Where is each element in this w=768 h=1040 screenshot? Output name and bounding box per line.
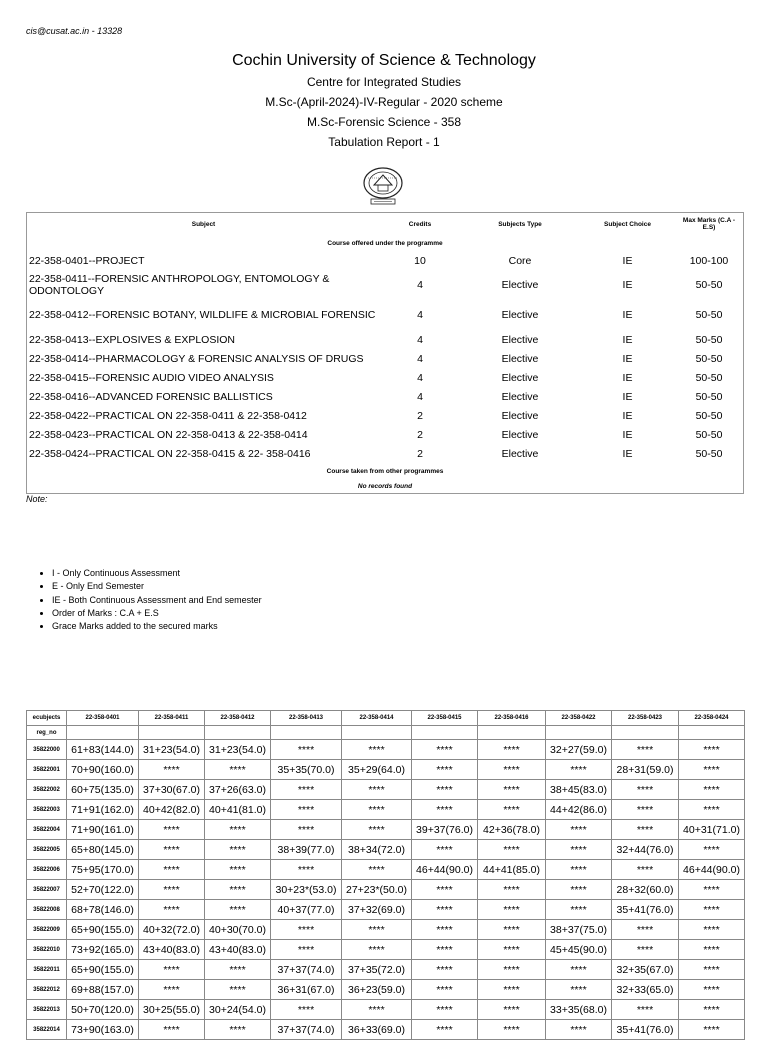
reg-no-cell: 35822006 (27, 860, 67, 880)
subject-name: 22-358-0414--PHARMACOLOGY & FORENSIC ANALYSIS OF DRUGS (29, 352, 364, 365)
marks-cell: **** (546, 1020, 612, 1040)
marks-cell: **** (679, 1020, 745, 1040)
col-type: Subjects Type (498, 220, 542, 228)
reg-no-cell: 35822014 (27, 1020, 67, 1040)
subject-row (27, 270, 743, 300)
subject-max-marks: 50-50 (695, 309, 723, 321)
marks-cell: **** (412, 900, 478, 920)
subjects-header-row (27, 213, 743, 235)
marks-cell: **** (546, 880, 612, 900)
reg-no-cell: 35822003 (27, 800, 67, 820)
marks-cell: **** (205, 820, 271, 840)
marks-cell: **** (679, 920, 745, 940)
subject-row (27, 406, 743, 425)
subject-type: Elective (501, 447, 539, 460)
marks-cell: **** (612, 1000, 679, 1020)
subject-name: 22-358-0416--ADVANCED FORENSIC BALLISTICS (29, 390, 273, 403)
subject-max-marks: 50-50 (695, 279, 723, 291)
subject-name: 22-358-0423--PRACTICAL ON 22-358-0413 & 22-358-0414 (29, 428, 308, 441)
marks-cell: **** (412, 1020, 478, 1040)
marks-cell: **** (205, 980, 271, 1000)
marks-row (27, 820, 745, 840)
subject-credits: 4 (417, 390, 423, 403)
marks-cell: 44+42(86.0) (546, 800, 612, 820)
marks-cell: **** (612, 820, 679, 840)
marks-cell: 45+45(90.0) (546, 940, 612, 960)
marks-cell: 33+35(68.0) (546, 1000, 612, 1020)
marks-row (27, 1000, 745, 1020)
marks-cell: **** (205, 880, 271, 900)
marks-cell: 31+23(54.0) (205, 740, 271, 760)
col-subject: Subject (191, 220, 216, 228)
report-name: Tabulation Report - 1 (328, 135, 440, 149)
marks-cell: 40+30(70.0) (205, 920, 271, 940)
subject-credits: 2 (417, 447, 423, 460)
marks-cell: 46+44(90.0) (412, 860, 478, 880)
subject-name: 22-358-0424--PRACTICAL ON 22-358-0415 & 22- 358-0416 (29, 447, 311, 460)
marks-row (27, 960, 745, 980)
subject-credits: 4 (417, 309, 423, 321)
marks-cell: 71+91(162.0) (67, 800, 139, 820)
no-records-label: No records found (357, 482, 413, 490)
marks-cell: 37+26(63.0) (205, 780, 271, 800)
subject-choice: IE (622, 447, 633, 460)
marks-cell: **** (139, 820, 205, 840)
marks-cell: **** (679, 760, 745, 780)
marks-row (27, 760, 745, 780)
marks-cell: **** (205, 1020, 271, 1040)
marks-row (27, 940, 745, 960)
subject-max-marks: 50-50 (695, 390, 723, 403)
subject-type: Elective (501, 409, 539, 422)
marks-cell: **** (478, 780, 546, 800)
marks-cell: **** (271, 860, 342, 880)
reg-no-cell: 35822001 (27, 760, 67, 780)
subject-row (27, 349, 743, 368)
marks-cell: **** (679, 1000, 745, 1020)
subject-name: 22-358-0412--FORENSIC BOTANY, WILDLIFE & MICROBIAL FORENSIC (29, 309, 376, 321)
marks-cell: **** (342, 820, 412, 840)
header-email: cis@cusat.ac.in - 13328 (26, 26, 123, 36)
legend-item: • Order of Marks : C.A + E.S (52, 607, 262, 620)
marks-cell: **** (271, 940, 342, 960)
marks-cell: 40+42(82.0) (139, 800, 205, 820)
marks-cell: **** (205, 860, 271, 880)
marks-cell: **** (679, 900, 745, 920)
marks-cell: 32+33(65.0) (612, 980, 679, 1000)
marks-cell: **** (679, 960, 745, 980)
subject-max-marks: 50-50 (695, 333, 723, 346)
marks-cell: **** (342, 860, 412, 880)
marks-cell: 38+37(75.0) (546, 920, 612, 940)
subject-max-marks: 50-50 (695, 409, 723, 422)
marks-col-header: 22-358-0401 (67, 711, 139, 726)
marks-cell: 36+23(59.0) (342, 980, 412, 1000)
marks-cell: 28+32(60.0) (612, 880, 679, 900)
marks-col-header: 22-358-0416 (478, 711, 546, 726)
legend-item: • E - Only End Semester (52, 580, 262, 593)
marks-cell: **** (478, 1000, 546, 1020)
marks-cell: 43+40(83.0) (205, 940, 271, 960)
reg-no-cell: 35822000 (27, 740, 67, 760)
marks-cell: 27+23*(50.0) (342, 880, 412, 900)
subject-max-marks: 50-50 (695, 352, 723, 365)
marks-col-header: 22-358-0415 (412, 711, 478, 726)
subject-choice: IE (622, 333, 633, 346)
marks-cell: **** (412, 960, 478, 980)
marks-table (26, 710, 745, 1040)
marks-cell: 39+37(76.0) (412, 820, 478, 840)
marks-cell: **** (205, 840, 271, 860)
marks-cell: **** (478, 800, 546, 820)
marks-cell: 38+45(83.0) (546, 780, 612, 800)
marks-cell: **** (412, 980, 478, 1000)
marks-cell: 32+27(59.0) (546, 740, 612, 760)
marks-cell: 50+70(120.0) (67, 1000, 139, 1020)
title-block (0, 50, 768, 152)
exam-name: M.Sc-(April-2024)-IV-Regular - 2020 scheme (265, 95, 503, 109)
marks-cell: 40+37(77.0) (271, 900, 342, 920)
marks-cell: **** (546, 960, 612, 980)
marks-cell: 73+92(165.0) (67, 940, 139, 960)
subject-max-marks: 50-50 (695, 447, 723, 460)
marks-cell: 75+95(170.0) (67, 860, 139, 880)
marks-cell: **** (412, 740, 478, 760)
marks-cell: 65+80(145.0) (67, 840, 139, 860)
section-other-row (27, 463, 743, 479)
marks-cell: **** (205, 900, 271, 920)
marks-cell: **** (546, 980, 612, 1000)
marks-cell: **** (205, 960, 271, 980)
reg-no-cell: 35822005 (27, 840, 67, 860)
marks-cell: **** (271, 740, 342, 760)
marks-cell: 35+35(70.0) (271, 760, 342, 780)
marks-cell: 42+36(78.0) (478, 820, 546, 840)
reg-no-cell: 35822010 (27, 940, 67, 960)
no-records-row (27, 479, 743, 493)
marks-cell: 65+90(155.0) (67, 960, 139, 980)
reg-no-cell: 35822007 (27, 880, 67, 900)
marks-cell: **** (612, 740, 679, 760)
reg-no-cell: 35822011 (27, 960, 67, 980)
marks-cell: 38+39(77.0) (271, 840, 342, 860)
subject-name: 22-358-0401--PROJECT (29, 254, 145, 267)
subject-credits: 4 (417, 279, 423, 291)
marks-cell: **** (139, 1020, 205, 1040)
note-label: Note: (26, 494, 48, 504)
subject-credits: 4 (417, 333, 423, 346)
marks-cell: 61+83(144.0) (67, 740, 139, 760)
marks-row (27, 880, 745, 900)
marks-cell: **** (679, 880, 745, 900)
marks-cell: **** (412, 760, 478, 780)
reg-no-cell: 35822009 (27, 920, 67, 940)
col-choice: Subject Choice (604, 220, 651, 228)
marks-cell: **** (139, 980, 205, 1000)
subject-credits: 2 (417, 409, 423, 422)
subject-type: Elective (501, 371, 539, 384)
marks-cell: **** (342, 940, 412, 960)
marks-row (27, 800, 745, 820)
marks-cell: 44+41(85.0) (478, 860, 546, 880)
subject-max-marks: 50-50 (695, 428, 723, 441)
marks-row (27, 920, 745, 940)
subject-type: Elective (501, 352, 539, 365)
marks-cell: **** (342, 740, 412, 760)
marks-cell: 31+23(54.0) (139, 740, 205, 760)
marks-cell: **** (679, 980, 745, 1000)
marks-cell: 65+90(155.0) (67, 920, 139, 940)
marks-cell: 37+32(69.0) (342, 900, 412, 920)
marks-cell: **** (478, 920, 546, 940)
marks-col-header: 22-358-0411 (139, 711, 205, 726)
legend-list (28, 567, 262, 633)
subject-credits: 4 (417, 371, 423, 384)
marks-cell: 70+90(160.0) (67, 760, 139, 780)
marks-cell: 32+35(67.0) (612, 960, 679, 980)
marks-cell: **** (139, 900, 205, 920)
marks-cell: 46+44(90.0) (679, 860, 745, 880)
subject-row (27, 444, 743, 463)
marks-cell: 35+41(76.0) (612, 900, 679, 920)
marks-cell: 73+90(163.0) (67, 1020, 139, 1040)
marks-cell: 30+25(55.0) (139, 1000, 205, 1020)
marks-cell: **** (546, 860, 612, 880)
university-name: Cochin University of Science & Technology (232, 52, 536, 69)
marks-cell: **** (139, 960, 205, 980)
subject-row (27, 330, 743, 349)
marks-cell: **** (139, 880, 205, 900)
marks-cell: **** (612, 860, 679, 880)
marks-cell: **** (139, 760, 205, 780)
reg-no-cell: 35822004 (27, 820, 67, 840)
marks-cell: **** (342, 920, 412, 940)
marks-row (27, 1020, 745, 1040)
subject-type: Elective (501, 279, 539, 291)
marks-cell: **** (271, 780, 342, 800)
subject-choice: IE (622, 390, 633, 403)
marks-cell: **** (679, 780, 745, 800)
subject-type: Elective (501, 333, 539, 346)
legend-item: • I - Only Continuous Assessment (52, 567, 262, 580)
subject-choice: IE (622, 409, 633, 422)
marks-cell: **** (478, 960, 546, 980)
legend-item: • IE - Both Continuous Assessment and End semester (52, 594, 262, 607)
marks-cell: 37+37(74.0) (271, 960, 342, 980)
marks-row (27, 980, 745, 1000)
marks-cell: 32+44(76.0) (612, 840, 679, 860)
marks-cell: 30+23*(53.0) (271, 880, 342, 900)
marks-cell: **** (478, 1020, 546, 1040)
marks-cell: **** (546, 900, 612, 920)
legend-item: • Grace Marks added to the secured marks (52, 620, 262, 633)
marks-row (27, 780, 745, 800)
col-credits: Credits (408, 220, 432, 228)
marks-cell: **** (205, 760, 271, 780)
marks-cell: **** (478, 740, 546, 760)
subject-name: 22-358-0422--PRACTICAL ON 22-358-0411 & 22-358-0412 (29, 409, 307, 422)
marks-cell: **** (612, 800, 679, 820)
subject-name: 22-358-0413--EXPLOSIVES & EXPLOSION (29, 333, 236, 346)
marks-cell: **** (271, 820, 342, 840)
marks-cell: 60+75(135.0) (67, 780, 139, 800)
marks-cell: **** (546, 840, 612, 860)
marks-cell: **** (139, 840, 205, 860)
subjects-table (27, 213, 743, 493)
marks-cell: **** (412, 940, 478, 960)
marks-cell: **** (546, 820, 612, 840)
marks-row (27, 860, 745, 880)
marks-cell: **** (271, 920, 342, 940)
marks-header-row (27, 711, 745, 726)
reg-no-cell: 35822002 (27, 780, 67, 800)
subject-type: Elective (501, 428, 539, 441)
marks-cell: **** (271, 1000, 342, 1020)
reg-no-cell: 35822008 (27, 900, 67, 920)
marks-cell: **** (342, 800, 412, 820)
marks-cell: 69+88(157.0) (67, 980, 139, 1000)
subject-choice: IE (622, 371, 633, 384)
marks-cell: **** (412, 800, 478, 820)
marks-cell: 35+41(76.0) (612, 1020, 679, 1040)
subject-max-marks: 100-100 (689, 254, 729, 267)
subject-row (27, 300, 743, 330)
marks-cell: **** (679, 940, 745, 960)
marks-cell: **** (679, 800, 745, 820)
centre-name: Centre for Integrated Studies (306, 75, 462, 89)
marks-cell: 43+40(83.0) (139, 940, 205, 960)
subject-choice: IE (622, 428, 633, 441)
marks-cell: 30+24(54.0) (205, 1000, 271, 1020)
marks-cell: **** (139, 860, 205, 880)
marks-cell: **** (478, 840, 546, 860)
marks-cell: **** (412, 840, 478, 860)
marks-cell: **** (546, 760, 612, 780)
marks-row (27, 840, 745, 860)
marks-cell: **** (342, 1000, 412, 1020)
marks-cell: **** (612, 920, 679, 940)
marks-cell: 37+30(67.0) (139, 780, 205, 800)
subject-row (27, 251, 743, 270)
marks-row (27, 900, 745, 920)
marks-cell: **** (412, 920, 478, 940)
marks-cell: **** (478, 760, 546, 780)
marks-cell: **** (679, 840, 745, 860)
subject-type: Elective (501, 309, 539, 321)
col-max-marks: Max Marks (C.A - E.S) (682, 217, 736, 231)
subject-credits: 4 (417, 352, 423, 365)
subject-credits: 10 (414, 254, 426, 267)
marks-cell: **** (342, 780, 412, 800)
marks-cell: 35+29(64.0) (342, 760, 412, 780)
programme-name: M.Sc-Forensic Science - 358 (306, 115, 462, 129)
marks-cell: **** (478, 940, 546, 960)
marks-col-header: 22-358-0424 (679, 711, 745, 726)
university-emblem-icon (362, 166, 404, 208)
subjects-panel (26, 212, 744, 494)
marks-cell: 37+35(72.0) (342, 960, 412, 980)
subject-choice: IE (622, 279, 633, 291)
marks-cell: 40+32(72.0) (139, 920, 205, 940)
section-other-label: Course taken from other programmes (326, 467, 444, 475)
subject-credits: 2 (417, 428, 423, 441)
marks-cell: **** (412, 880, 478, 900)
marks-cell: 40+41(81.0) (205, 800, 271, 820)
marks-cell: **** (412, 1000, 478, 1020)
marks-cell: **** (478, 900, 546, 920)
marks-col-header: 22-358-0422 (546, 711, 612, 726)
subject-choice: IE (622, 352, 633, 365)
marks-cell: 36+33(69.0) (342, 1020, 412, 1040)
subject-max-marks: 50-50 (695, 371, 723, 384)
section-offered-row (27, 235, 743, 251)
marks-cell: **** (271, 800, 342, 820)
subject-choice: IE (622, 254, 633, 267)
marks-cell: 40+31(71.0) (679, 820, 745, 840)
section-offered-label: Course offered under the programme (327, 239, 443, 247)
marks-cell: 37+37(74.0) (271, 1020, 342, 1040)
marks-cell: **** (612, 780, 679, 800)
marks-cell: **** (478, 880, 546, 900)
marks-col-header: 22-358-0423 (612, 711, 679, 726)
subject-type: Core (508, 254, 532, 267)
subject-row (27, 425, 743, 444)
marks-cell: 52+70(122.0) (67, 880, 139, 900)
marks-cell: **** (679, 740, 745, 760)
reg-no-cell: 35822013 (27, 1000, 67, 1020)
marks-cell: 68+78(146.0) (67, 900, 139, 920)
marks-col-header: 22-358-0414 (342, 711, 412, 726)
marks-cell: **** (612, 940, 679, 960)
reg-no-cell: 35822012 (27, 980, 67, 1000)
subject-choice: IE (622, 309, 633, 321)
marks-cell: **** (478, 980, 546, 1000)
marks-col-header: 22-358-0412 (205, 711, 271, 726)
marks-cell: 38+34(72.0) (342, 840, 412, 860)
subject-row (27, 368, 743, 387)
marks-cell: 28+31(59.0) (612, 760, 679, 780)
marks-col-header: 22-358-0413 (271, 711, 342, 726)
subject-name: 22-358-0415--FORENSIC AUDIO VIDEO ANALYSIS (29, 371, 274, 384)
subject-name: 22-358-0411--FORENSIC ANTHROPOLOGY, ENTOMOLOGY & ODONTOLOGY (29, 273, 330, 297)
marks-cell: 71+90(161.0) (67, 820, 139, 840)
reg-no-label: reg_no (27, 726, 67, 740)
reg-no-header-row (27, 726, 745, 740)
marks-corner-label: ecubjects (27, 711, 67, 726)
marks-row (27, 740, 745, 760)
marks-cell: 36+31(67.0) (271, 980, 342, 1000)
marks-cell: **** (412, 780, 478, 800)
subject-row (27, 387, 743, 406)
subject-type: Elective (501, 390, 539, 403)
